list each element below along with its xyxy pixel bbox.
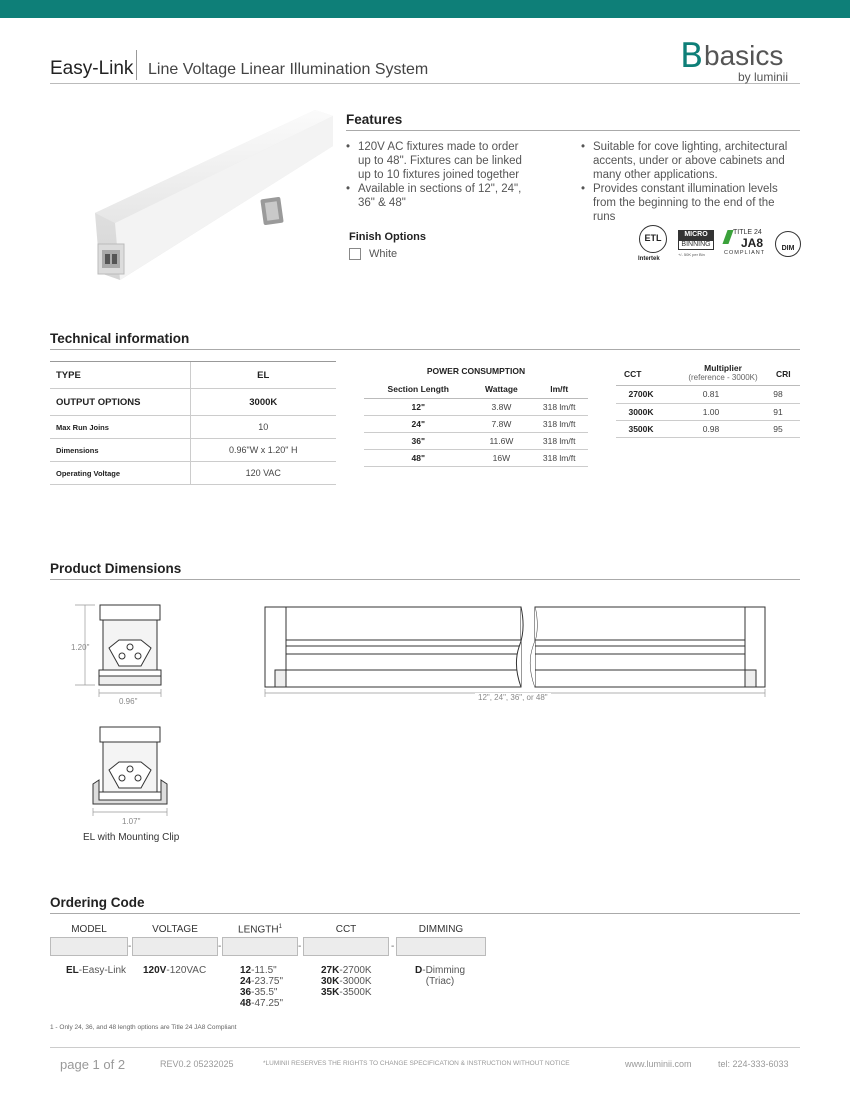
clip-view-drawing (85, 722, 175, 822)
footnote-marker: 1 (278, 924, 282, 930)
table-cell: 11.6W (472, 432, 530, 449)
table-row (364, 449, 588, 466)
table-cell: 318 lm/ft (530, 449, 588, 466)
length-code: 24 (240, 976, 252, 987)
ordering-model-header: MODEL (71, 924, 107, 935)
dimmable-icon: DIM (775, 231, 801, 257)
dimming-option (415, 965, 465, 987)
table-cell: 3500K (616, 420, 666, 437)
tech-value: 3000K (190, 389, 336, 416)
micro-binning-badge: MICRO (678, 230, 714, 240)
length-option (240, 998, 283, 1009)
tech-label: OUTPUT OPTIONS (50, 389, 190, 416)
table-row (616, 386, 800, 403)
table-cell: 48" (364, 449, 472, 466)
width-dimension: 0.96" (119, 697, 138, 706)
cct-header (616, 362, 800, 386)
table-cell: 12" (364, 398, 472, 415)
title24-label: TITLE 24 (733, 229, 762, 236)
phone-number: tel: 224-333-6033 (718, 1059, 789, 1069)
table-row (50, 462, 336, 485)
table-cell: 36" (364, 432, 472, 449)
table-cell: 0.98 (666, 420, 756, 437)
cct-code: 27K (321, 965, 340, 976)
tech-label: Operating Voltage (50, 462, 190, 485)
table-cell: 318 lm/ft (530, 398, 588, 415)
ordering-dimming-field[interactable] (396, 937, 486, 956)
finish-options-title: Finish Options (349, 231, 426, 243)
multiplier-col-sub: (reference - 3000K) (688, 373, 758, 382)
length-option (240, 976, 283, 987)
ordering-separator: - (128, 941, 132, 952)
ordering-dimming-header: DIMMING (418, 924, 464, 935)
length-dimension: 12", 24", 36", or 48" (475, 693, 551, 702)
length-desc: -11.5" (251, 965, 277, 976)
header-divider (136, 50, 137, 80)
col-header: Section Length (364, 381, 472, 398)
feature-item: • Available in sections of 12", 24", 36" & 48" (346, 182, 531, 210)
dimensions-title: Product Dimensions (50, 561, 182, 576)
tech-label: Max Run Joins (50, 416, 190, 439)
ordering-length-header (222, 924, 298, 935)
tech-value: EL (190, 362, 336, 389)
cct-desc: -3500K (339, 987, 372, 998)
table-cell: 16W (472, 449, 530, 466)
model-desc: -Easy-Link (78, 965, 127, 976)
model-code: EL (66, 965, 79, 976)
clip-caption: EL with Mounting Clip (83, 832, 180, 843)
ordering-separator: - (298, 941, 302, 952)
voltage-desc: -120VAC (166, 965, 207, 976)
ordering-separator: - (391, 941, 395, 952)
cct-options (321, 965, 372, 998)
table-cell: 91 (756, 403, 800, 420)
voltage-option (143, 965, 206, 976)
footnote: 1 - Only 24, 36, and 48 length options are Title 24 JA8 Compliant (50, 1024, 237, 1031)
table-cell: 318 lm/ft (530, 432, 588, 449)
table-cell: 3000K (616, 403, 666, 420)
table-row (364, 432, 588, 449)
table-cell: 3.8W (472, 398, 530, 415)
brand-logo-byline: by luminii (738, 70, 789, 84)
disclaimer: *LUMINII RESERVES THE RIGHTS TO CHANGE SPECIFICATION & INSTRUCTION WITHOUT NOTICE (263, 1060, 570, 1067)
ordering-rule (50, 913, 800, 914)
footer-rule (50, 1047, 800, 1048)
cct-code: 35K (321, 987, 340, 998)
feature-item: • Provides constant illumination levels from the beginning to the end of the runs (581, 182, 800, 224)
voltage-code: 120V (143, 965, 167, 976)
features-rule (346, 130, 800, 131)
clip-width-dimension: 1.07" (122, 817, 141, 826)
power-table (364, 381, 588, 467)
cri-col-header: CRI (776, 369, 791, 379)
table-cell: 318 lm/ft (530, 415, 588, 432)
table-row (50, 362, 336, 389)
top-brand-bar (0, 0, 850, 18)
features-list-right (581, 140, 800, 224)
table-row (50, 439, 336, 462)
title24-leaf-icon (722, 230, 733, 244)
end-view-drawing (65, 600, 175, 710)
table-row (50, 416, 336, 439)
table-cell: 24" (364, 415, 472, 432)
header-rule (50, 83, 800, 84)
table-cell: 2700K (616, 386, 666, 403)
tech-value: 10 (190, 416, 336, 439)
length-desc: -23.75" (251, 976, 284, 987)
length-code: 36 (240, 987, 252, 998)
revision: REV0.2 05232025 (160, 1059, 234, 1069)
col-header: lm/ft (530, 381, 588, 398)
table-cell: 95 (756, 420, 800, 437)
power-title: POWER CONSUMPTION (426, 366, 526, 376)
table-cell: 1.00 (666, 403, 756, 420)
table-row (616, 420, 800, 437)
cct-table (616, 386, 800, 438)
table-row (364, 398, 588, 415)
binning-label: BINNING (678, 240, 714, 250)
feature-item: • Suitable for cove lighting, architectural accents, under or above cabinets and many other applications. (581, 140, 800, 182)
cct-col-header: CCT (624, 369, 642, 379)
ordering-voltage-field[interactable] (132, 937, 218, 956)
multiplier-col-header: Multiplier (704, 363, 742, 373)
ordering-model-field[interactable] (50, 937, 128, 956)
length-option (240, 965, 283, 976)
page-number: page 1 of 2 (60, 1057, 126, 1072)
cct-option (321, 965, 372, 976)
length-option (240, 987, 283, 998)
table-row (50, 389, 336, 416)
ordering-length-field[interactable] (222, 937, 298, 956)
table-cell: 0.81 (666, 386, 756, 403)
ordering-cct-field[interactable] (303, 937, 389, 956)
feature-item: • 120V AC fixtures made to order up to 48". Fixtures can be linked up to 10 fixtures joined together (346, 140, 531, 182)
length-desc: -47.25" (251, 998, 284, 1009)
length-options (240, 965, 283, 1009)
intertek-label: Intertek (638, 256, 660, 262)
cct-option (321, 987, 372, 998)
dimming-line (415, 965, 465, 976)
table-row (364, 415, 588, 432)
ordering-voltage-header: VOLTAGE (152, 924, 198, 935)
finish-white-checkbox[interactable] (349, 248, 361, 260)
tech-info-rule (50, 349, 800, 350)
ordering-separator: - (218, 941, 222, 952)
tech-label: Dimensions (50, 439, 190, 462)
ordering-cct-header: CCT (335, 924, 357, 935)
ja8-label: JA8 (741, 236, 764, 250)
features-title: Features (346, 112, 403, 127)
tech-label: TYPE (50, 362, 190, 389)
ordering-length-label: LENGTH (238, 924, 279, 936)
binning-sub: +/- 50K per Bin (678, 252, 705, 257)
table-row (616, 403, 800, 420)
table-cell: 98 (756, 386, 800, 403)
product-image (90, 108, 335, 288)
brand-logo-mark: B (680, 36, 704, 76)
product-subtitle: Line Voltage Linear Illumination System (148, 61, 429, 78)
website-link[interactable]: www.luminii.com (625, 1059, 692, 1069)
length-code: 12 (240, 965, 252, 976)
features-list-left (346, 140, 531, 210)
cct-desc: -2700K (339, 965, 372, 976)
height-dimension: 1.20" (71, 643, 90, 652)
table-header-row (364, 381, 588, 398)
etl-listed-icon: ETL (639, 225, 667, 253)
ordering-title: Ordering Code (50, 895, 145, 910)
length-code: 48 (240, 998, 252, 1009)
tech-value: 120 VAC (190, 462, 336, 485)
side-view-drawing (258, 600, 773, 700)
col-header: Wattage (472, 381, 530, 398)
cct-desc: -3000K (339, 976, 372, 987)
dimensions-rule (50, 579, 800, 580)
dimming-code: D (415, 965, 423, 976)
model-option (66, 965, 126, 976)
tech-info-title: Technical information (50, 331, 190, 346)
dimming-sub: (Triac) (425, 976, 455, 987)
length-desc: -35.5" (251, 987, 278, 998)
brand-logo-word: basics (704, 40, 784, 71)
tech-table (50, 361, 336, 485)
cct-option (321, 976, 372, 987)
tech-value: 0.96"W x 1.20" H (190, 439, 336, 462)
product-title: Easy-Link (50, 58, 134, 79)
dimming-desc: -Dimming (422, 965, 466, 976)
finish-white-label: White (369, 248, 398, 260)
cct-code: 30K (321, 976, 340, 987)
table-cell: 7.8W (472, 415, 530, 432)
compliant-label: COMPLIANT (724, 250, 766, 256)
